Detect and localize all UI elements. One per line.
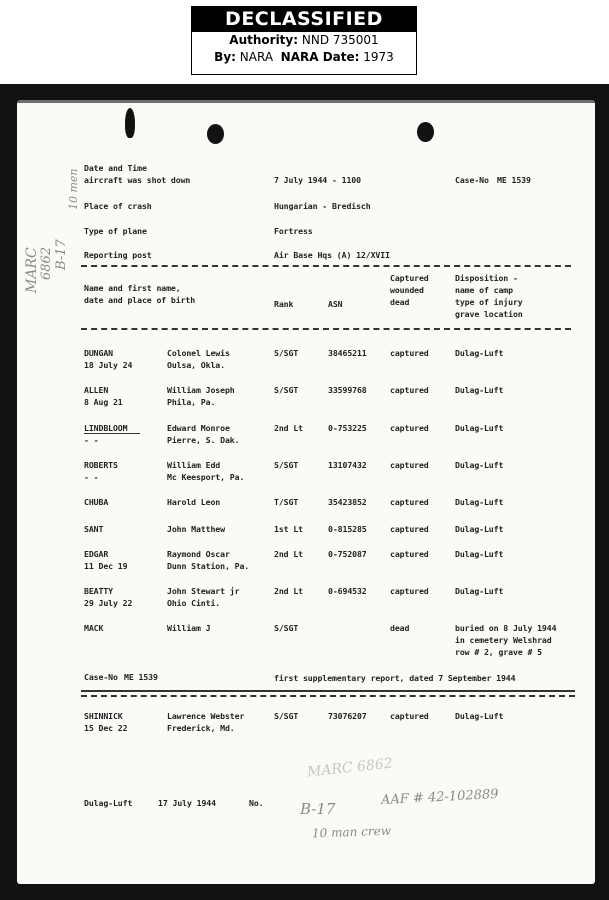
crew-asn: 0-694532	[328, 586, 367, 596]
supp-place: Frederick, Md.	[167, 723, 235, 733]
crew-rank: 2nd Lt	[274, 586, 303, 596]
case-value: ME 1539	[497, 175, 531, 185]
col-disp-2: name of camp	[455, 285, 513, 295]
crew-first-name: Harold Leon	[167, 497, 221, 507]
crew-disposition: Dulag-Luft	[455, 497, 504, 507]
type-label: Type of plane	[84, 226, 147, 236]
col-status-1: Captured	[390, 273, 429, 283]
crew-asn: 35423852	[328, 497, 367, 507]
crew-birth-place: Mc Keesport, Pa.	[167, 472, 245, 482]
crew-birth: 8 Aug 21	[84, 397, 123, 407]
faint-handwriting: MARC 6862	[306, 755, 394, 781]
crew-asn: 0-815285	[328, 524, 367, 534]
case-label: Case-No	[455, 175, 489, 185]
crew-status: captured	[390, 524, 429, 534]
col-name-1: Name and first name,	[84, 283, 181, 293]
crew-asn: 13107432	[328, 460, 367, 470]
crew-disposition: Dulag-Luft	[455, 348, 504, 358]
punch-hole	[207, 124, 224, 144]
date-value: 7 July 1944 - 1100	[274, 175, 361, 185]
supp-asn: 73076207	[328, 711, 367, 721]
footer-place: Dulag-Luft	[84, 798, 133, 808]
date-label-1: Date and Time	[84, 163, 147, 173]
crew-status: captured	[390, 348, 429, 358]
crew-disposition: Dulag-Luft	[455, 460, 504, 470]
divider	[81, 265, 571, 267]
crew-status: captured	[390, 423, 429, 433]
post-label: Reporting post	[84, 250, 152, 260]
crew-surname: EDGAR	[84, 549, 109, 559]
supp-disp: Dulag-Luft	[455, 711, 504, 721]
crew-asn: 33599768	[328, 385, 367, 395]
margin-handwriting-2: 6862	[39, 246, 54, 280]
crew-first-name: Edward Monroe	[167, 423, 230, 433]
crew-first-name: William Joseph	[167, 385, 235, 395]
supp-case-value: ME 1539	[124, 672, 158, 682]
crew-birth: - -	[84, 435, 99, 445]
stamp-title: DECLASSIFIED	[192, 7, 416, 32]
handwriting-plane: B-17	[300, 800, 336, 818]
crew-first-name: Raymond Oscar	[167, 549, 230, 559]
col-status-3: dead	[390, 297, 410, 307]
date-label-2: aircraft was shot down	[84, 175, 191, 185]
divider	[81, 690, 575, 692]
crew-rank: S/SGT	[274, 348, 299, 358]
crew-birth: - -	[84, 472, 99, 482]
col-rank: Rank	[274, 299, 294, 309]
col-disp-1: Disposition -	[455, 273, 518, 283]
margin-handwriting-4: 10 men	[67, 168, 80, 210]
crew-birth-place: Phila, Pa.	[167, 397, 216, 407]
document-page	[17, 100, 595, 884]
crew-first-name: John Stewart jr	[167, 586, 240, 596]
post-value: Air Base Hqs (A) 12/XVII	[274, 250, 390, 260]
supp-status: captured	[390, 711, 429, 721]
handwriting-crew: 10 man crew	[311, 823, 392, 841]
crew-disposition: Dulag-Luft	[455, 385, 504, 395]
crew-surname: SANT	[84, 524, 104, 534]
crew-surname: DUNGAN	[84, 348, 113, 358]
crew-rank: S/SGT	[274, 385, 299, 395]
crew-birth-place: Pierre, S. Dak.	[167, 435, 240, 445]
crew-disposition-3: row # 2, grave # 5	[455, 647, 542, 657]
supp-birth: 15 Dec 22	[84, 723, 128, 733]
crew-surname: BEATTY	[84, 586, 113, 596]
supp-note: first supplementary report, dated 7 September 1944	[274, 673, 516, 683]
crew-status: captured	[390, 385, 429, 395]
crew-birth-place: Ohio Cinti.	[167, 598, 221, 608]
col-status-2: wounded	[390, 285, 424, 295]
crew-birth: 11 Dec 19	[84, 561, 128, 571]
declassified-stamp	[191, 6, 417, 75]
place-label: Place of crash	[84, 201, 152, 211]
crew-birth-place: Dunn Station, Pa.	[167, 561, 250, 571]
punch-hole	[417, 122, 434, 142]
crew-first-name: Colonel Lewis	[167, 348, 230, 358]
type-value: Fortress	[274, 226, 313, 236]
col-disp-4: grave location	[455, 309, 523, 319]
crew-rank: 2nd Lt	[274, 423, 303, 433]
crew-rank: T/SGT	[274, 497, 299, 507]
crew-surname: ROBERTS	[84, 460, 118, 470]
crew-rank: 2nd Lt	[274, 549, 303, 559]
place-value: Hungarian - Bredisch	[274, 201, 371, 211]
handwriting-aaf: AAF # 42-102889	[380, 786, 499, 809]
crew-surname: CHUBA	[84, 497, 109, 507]
crew-birth-place: Oulsa, Okla.	[167, 360, 225, 370]
supp-case-label: Case-No	[84, 672, 118, 682]
crew-status: captured	[390, 549, 429, 559]
crew-disposition: buried on 8 July 1944	[455, 623, 557, 633]
crew-disposition: Dulag-Luft	[455, 549, 504, 559]
crew-status: captured	[390, 460, 429, 470]
crew-first-name: William Edd	[167, 460, 221, 470]
crew-asn: 38465211	[328, 348, 367, 358]
crew-disposition: Dulag-Luft	[455, 586, 504, 596]
underline-mark	[84, 433, 140, 434]
crew-status: captured	[390, 586, 429, 596]
divider	[81, 328, 571, 330]
stamp-by: By: NARA NARA Date: 1973	[214, 50, 394, 64]
footer-date: 17 July 1944	[158, 798, 216, 808]
crew-status: dead	[390, 623, 410, 633]
supp-surname: SHINNICK	[84, 711, 123, 721]
crew-asn: 0-753225	[328, 423, 367, 433]
supp-rank: S/SGT	[274, 711, 299, 721]
stamp-authority: Authority: NND 735001	[229, 33, 379, 47]
crew-surname: MACK	[84, 623, 104, 633]
col-disp-3: type of injury	[455, 297, 523, 307]
crew-rank: S/SGT	[274, 623, 299, 633]
crew-birth: 29 July 22	[84, 598, 133, 608]
divider	[81, 695, 575, 697]
supp-first: Lawrence Webster	[167, 711, 245, 721]
margin-handwriting-3: B-17	[54, 239, 69, 270]
col-asn: ASN	[328, 299, 343, 309]
scan-edge	[17, 100, 595, 103]
crew-disposition-2: in cemetery Welshrad	[455, 635, 552, 645]
crew-birth: 18 July 24	[84, 360, 133, 370]
crew-surname: ALLEN	[84, 385, 109, 395]
crew-status: captured	[390, 497, 429, 507]
col-name-2: date and place of birth	[84, 295, 196, 305]
crew-disposition: Dulag-Luft	[455, 524, 504, 534]
margin-handwriting-1: MARC	[24, 247, 40, 293]
ink-blot	[125, 108, 135, 138]
crew-first-name: William J	[167, 623, 211, 633]
crew-first-name: John Matthew	[167, 524, 225, 534]
crew-rank: 1st Lt	[274, 524, 303, 534]
crew-disposition: Dulag-Luft	[455, 423, 504, 433]
crew-asn: 0-752087	[328, 549, 367, 559]
crew-rank: S/SGT	[274, 460, 299, 470]
crew-surname: LINDBLOOM	[84, 423, 128, 433]
footer-ref: No.	[249, 798, 264, 808]
